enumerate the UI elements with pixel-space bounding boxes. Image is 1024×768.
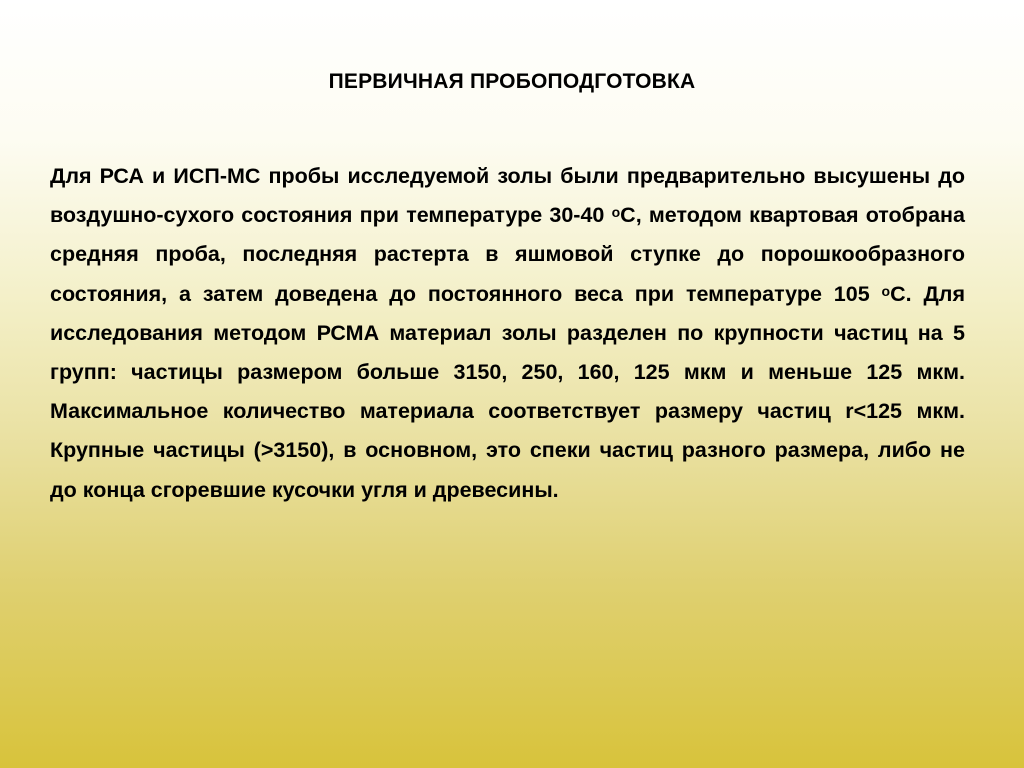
slide-body-text [50,157,965,510]
degree-sign-2: о [881,282,891,299]
slide-title: ПЕРВИЧНАЯ ПРОБОПОДГОТОВКА [328,70,696,93]
degree-sign-1: о [611,204,621,221]
body-text-part-1: Для РСА и ИСП-МС пробы исследуемой золы были предварительно высушены до воздушно-сухого состояния при температуре 30-40 [50,164,965,228]
body-text-part-3: С. Для исследования методом РСМА материал золы разделен по крупности частиц на 5 групп: частицы размером больше 3150, 250, 160, 125 мкм и меньше 125 мкм. Максимальное количество материала соответствует размеру частиц r<125 мкм. Крупные частицы (>3150), в основном, это спеки частиц разного размера, либо не до конца сгоревшие кусочки угля и древесины. [50,281,965,502]
body-text-part-2: С, методом квартовая отобрана средняя проба, последняя растерта в яшмовой ступке до порошкообразного состояния, а затем доведена до постоянного веса при температуре 105 [50,203,966,306]
